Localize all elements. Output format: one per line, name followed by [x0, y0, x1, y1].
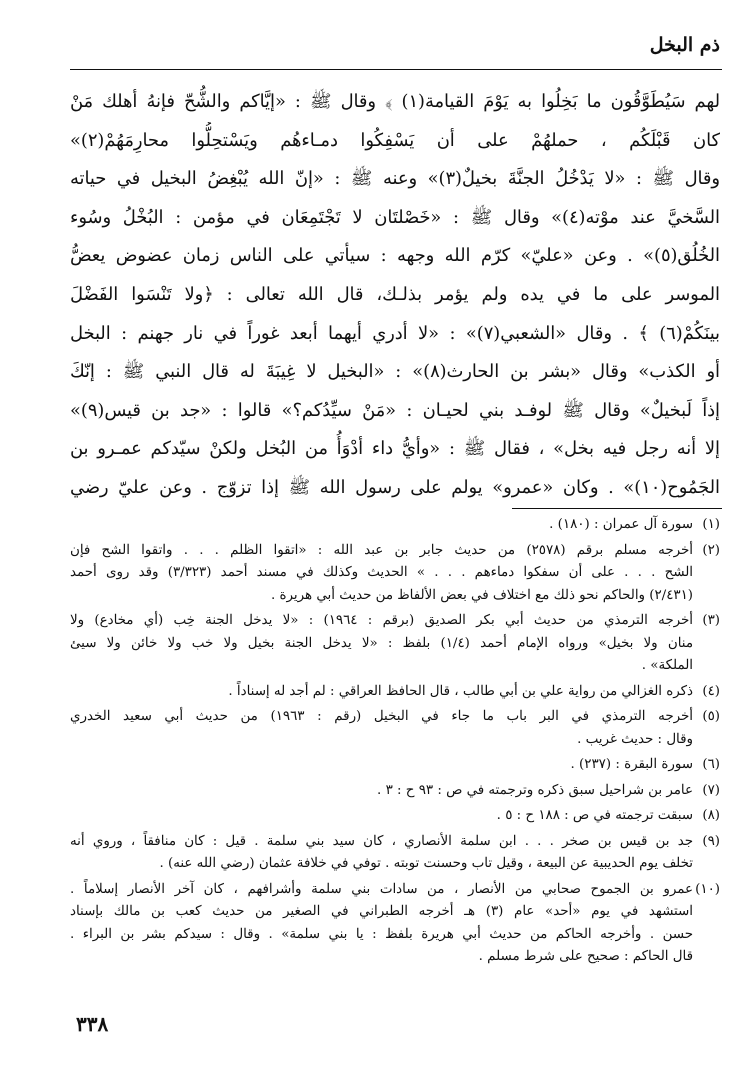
footnote-separator	[512, 508, 722, 509]
footnote	[70, 879, 720, 969]
footnote-body	[70, 805, 693, 828]
footnote	[70, 831, 720, 876]
footnote	[70, 780, 720, 803]
footnote	[70, 540, 720, 608]
footnote-body	[70, 681, 693, 704]
main-text-line: كان قَبْلَكُم ، حملهُمْ على أن يَسْفِكُوا دمـاءهُم ويَسْتحِلُّوا محارِمَهُمْ(٢)»	[70, 129, 720, 151]
footnote	[70, 514, 720, 537]
footnote-number: (١)	[702, 517, 720, 532]
footnote-line: استشهد في يوم «أحد» عام (٣) هـ أخرجه الطبراني في الصغير من حديث كعب بن مالك بإسناد	[70, 904, 693, 919]
footnote-body	[70, 879, 693, 969]
footnote-line: سورة آل عمران : (١٨٠) .	[549, 517, 693, 532]
footnote-body	[70, 706, 693, 751]
footnote	[70, 805, 720, 828]
main-text-line: إلا أنه رجل فيه بخل» ، فقال ﷺ : «وأيُّ داء أدْوَأُ من البُخل ولكنْ سيّدكم عمـرو بن	[70, 438, 720, 460]
main-text-line: السَّخيَّ عند موْته(٤)» وقال ﷺ : «خَصْلتَان لا تَجْتَمِعَان في مؤمن : البُخْلُ وسُوء	[70, 206, 720, 228]
footnote-line: سبقت ترجمته في ص : ١٨٨ ح : ٥ .	[496, 808, 693, 823]
footnote	[70, 681, 720, 704]
footnote-line: الملكة» .	[641, 658, 693, 673]
footnote-body	[70, 540, 693, 608]
footnote-line: (٢/٤٣١) والحاكم نحو ذلك مع اختلاف في بعض الألفاظ من حديث أبي هريرة .	[271, 587, 693, 603]
footnote-body	[70, 780, 693, 803]
running-header-title: ذم البخل	[649, 34, 720, 56]
footnote-line: جد بن قيس بن صخر . . . ابن سلمة الأنصاري ، كان سيد بني سلمة . قيل : كان منافقاً ، وروي أنه	[70, 833, 693, 849]
main-text-line: الجَمُوح(١٠)» . وكان «عمرو» يولم على رسول الله ﷺ إذا تزوّج . وعن عليّ رضي	[70, 476, 720, 498]
footnote-line: وقال : حديث غريب .	[577, 731, 693, 747]
main-text-line: إذاً لَبخيلٌ» وقال ﷺ لوفـد بني لحيـان : «مَنْ سيِّدُكم؟» قالوا : «جد بن قيس(٩)»	[70, 399, 720, 421]
main-text-line: وقال ﷺ : «لا يَدْخُلُ الجنَّةَ بخيلٌ(٣)» وعنه ﷺ : «إنّ الله يُبْغِضُ البخيل في حياته	[70, 168, 720, 190]
footnote-line: الشح . . . على أن سفكوا دماءهم . . . » الحديث وكذلك في مسند أحمد (٣/٣٢٣) وقد روى أحمد	[70, 565, 693, 580]
footnote-line: أخرجه الترمذي في البر باب ما جاء في البخيل (رقم : ١٩٦٣) من حديث أبي سعيد الخدري	[70, 709, 693, 724]
main-text-line: أو الكذب» وقال «بشر بن الحارث(٨)» : «البخيل لا غِيبَةَ له قال النبي ﷺ : إنّكَ	[70, 361, 720, 383]
footnote-line: أخرجه الترمذي من حديث أبي بكر الصديق (برقم : ١٩٦٤) : «لا يدخل الجنة خِب (أي مخادع) ولا	[70, 613, 693, 628]
footnote-line: عامر بن شراحيل سبق ذكره وترجمته في ص : ٩٣ ح : ٣ .	[377, 782, 693, 798]
header-rule	[70, 69, 722, 70]
footnote-number: (٨)	[702, 808, 720, 823]
footnote-number: (٣)	[702, 613, 720, 628]
footnote-number: (٦)	[702, 757, 720, 772]
page-number: ٣٣٨	[76, 1012, 109, 1036]
footnote	[70, 754, 720, 777]
footnote-body	[70, 754, 693, 777]
footnote-line: سورة البقرة : (٢٣٧) .	[570, 757, 693, 772]
footnote-body	[70, 831, 693, 876]
footnote-body	[70, 610, 693, 678]
footnote-body	[70, 514, 693, 537]
footnote-line: ذكره الغزالي من رواية علي بن أبي طالب ، قال الحافظ العراقي : لم أجد له إسناداً .	[228, 683, 693, 699]
main-text-line: الخُلُق(٥)» . وعن «عليّ» كرّم الله وجهه : سيأتي على الناس زمان عضوض يعضُّ	[70, 245, 720, 267]
footnote-number: (٧)	[702, 782, 720, 798]
footnote-line: منان ولا بخيل» ورواه الإمام أحمد (١/٤) بلفظ : «لا يدخل الجنة بخيل ولا خب ولا خائن ولا سيئ	[70, 635, 693, 651]
footnote-line: قال الحاكم : صحيح على شرط مسلم .	[478, 949, 693, 964]
footnote-number: (٩)	[702, 833, 720, 849]
footnote-number: (٢)	[702, 542, 720, 558]
footnote-line: حسن . وأخرجه الحاكم من حديث أبي هريرة بلفظ : يا بني سلمة» . وقال : سيدكم بشر بن البراء .	[70, 926, 693, 942]
footnote-number: (٤)	[702, 683, 720, 699]
footnote	[70, 610, 720, 678]
footnote	[70, 706, 720, 751]
footnote-line: أخرجه مسلم برقم (٢٥٧٨) من حديث جابر بن عبد الله : «اتقوا الظلم . . . واتقوا الشح فإن	[70, 542, 693, 558]
main-text-body	[70, 83, 720, 508]
footnotes-list	[70, 514, 720, 972]
footnote-line: تخلف يوم الحديبية عن البيعة ، وقيل تاب وحسنت توبته . توفي في خلافة عثمان (رضي الله عنه) .	[159, 856, 693, 871]
footnote-number: (١٠)	[695, 881, 720, 897]
main-text-line: لهم سَيُطَوَّقُون ما بَخِلُوا به يَوْمَ القيامة(١) ﴾ وقال ﷺ : «إيَّاكم والشُّحّ فإنهُ أهلك مَنْ	[70, 91, 720, 112]
footnote-line: عمرو بن الجموح صحابي من الأنصار ، من سادات بني سلمة وأشرافهم ، كان آخر الأنصار إسلاماً .	[70, 881, 693, 897]
footnote-number: (٥)	[702, 709, 720, 724]
main-text-line: الموسر على ما في يده ولم يؤمر بذلـك، قال الله تعالى : ﴿ولا تَنْسَوا الفَضْلَ	[70, 283, 720, 305]
main-text-line: بينَكُمْ(٦) ﴾ . وقال «الشعبي(٧)» : «لا أدري أيهما أبعد غوراً في نار جهنم : البخل	[70, 322, 720, 344]
